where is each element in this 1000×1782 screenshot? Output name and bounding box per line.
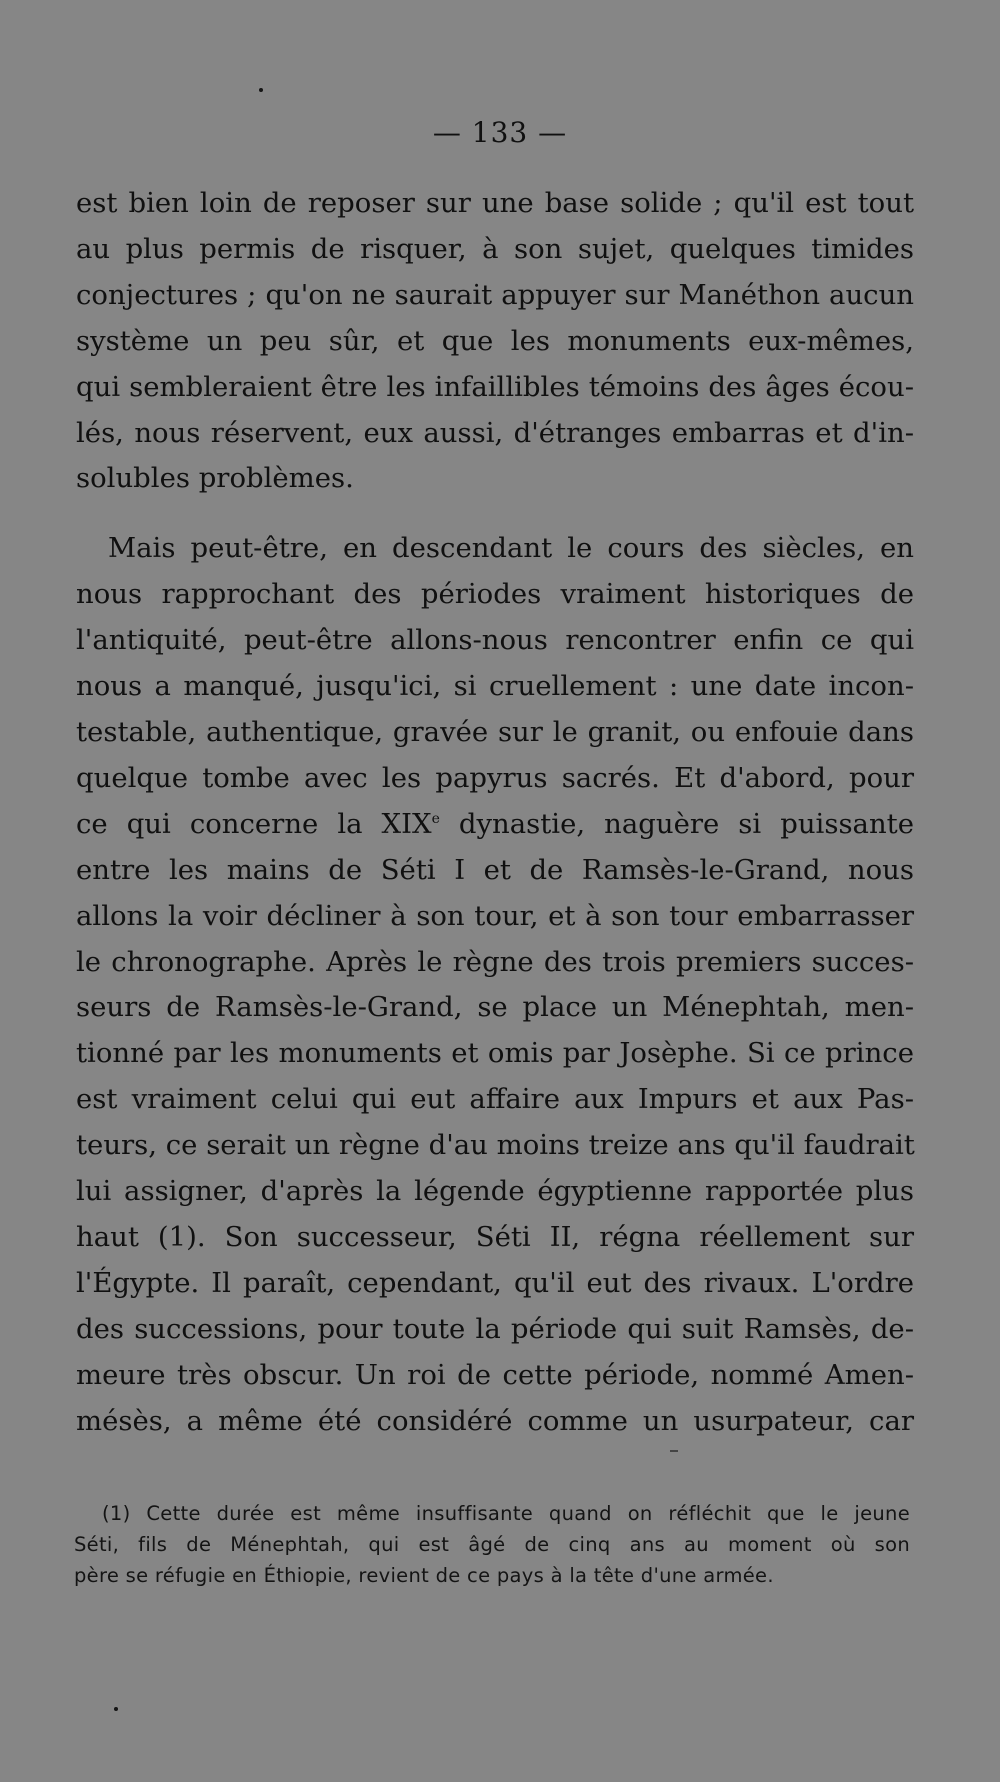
footnote-separator-mark bbox=[670, 1450, 678, 1452]
body-text bbox=[76, 181, 914, 1444]
text-line: solubles problèmes. bbox=[76, 462, 354, 495]
text-line: des successions, pour toute la période qui suit Ramsès, de- bbox=[76, 1312, 914, 1345]
text-line: nous rapprochant des périodes vraiment historiques de bbox=[76, 578, 914, 611]
text-line: qui sembleraient être les infaillibles témoins des âges écou- bbox=[76, 370, 914, 403]
superscript: e bbox=[431, 810, 440, 827]
text-line: conjectures ; qu'on ne saurait appuyer sur Manéthon aucun bbox=[76, 278, 914, 311]
text-line: l'Égypte. Il paraît, cependant, qu'il eut des rivaux. L'ordre bbox=[76, 1266, 914, 1299]
text-line: allons la voir décliner à son tour, et à son tour embarrasser bbox=[76, 899, 914, 932]
text-line: lés, nous réservent, eux aussi, d'étranges embarras et d'in- bbox=[76, 416, 914, 449]
text-line: teurs, ce serait un règne d'au moins treize ans qu'il faudrait bbox=[76, 1129, 915, 1162]
text-line: testable, authentique, gravée sur le granit, ou enfouie dans bbox=[76, 715, 914, 748]
footnote-line: (1) Cette durée est même insuffisante quand on réfléchit que le jeune bbox=[102, 1502, 910, 1525]
text-line: entre les mains de Séti I et de Ramsès-le-Grand, nous bbox=[76, 853, 914, 886]
text-line: au plus permis de risquer, à son sujet, quelques timides bbox=[76, 232, 914, 265]
page-number: — 133 — bbox=[432, 116, 568, 149]
text-line: lui assigner, d'après la légende égyptienne rapportée plus bbox=[76, 1175, 914, 1208]
text-line: Mais peut-être, en descendant le cours des siècles, en bbox=[108, 532, 914, 565]
ink-speck bbox=[114, 1707, 118, 1711]
text-line: est bien loin de reposer sur une base solide ; qu'il est tout bbox=[76, 187, 914, 219]
text-fragment: dynastie, naguère si puissante bbox=[439, 807, 914, 840]
text-line: haut (1). Son successeur, Séti II, régna réellement sur bbox=[76, 1220, 914, 1253]
text-line: seurs de Ramsès-le-Grand, se place un Ménephtah, men- bbox=[76, 991, 914, 1024]
footnote-line: Séti, fils de Ménephtah, qui est âgé de cinq ans au moment où son bbox=[74, 1533, 910, 1556]
footnote bbox=[74, 1498, 910, 1591]
text-line: système un peu sûr, et que les monuments eux-mêmes, bbox=[76, 324, 914, 357]
text-line: mésès, a même été considéré comme un usurpateur, car bbox=[76, 1404, 914, 1437]
text-line: tionné par les monuments et omis par Josèphe. Si ce prince bbox=[76, 1037, 914, 1070]
text-line bbox=[76, 802, 914, 848]
ink-speck bbox=[259, 88, 263, 92]
text-line: le chronographe. Après le règne des trois premiers succes- bbox=[76, 945, 914, 978]
text-line: l'antiquité, peut-être allons-nous rencontrer enfin ce qui bbox=[76, 624, 914, 657]
text-line: est vraiment celui qui eut affaire aux Impurs et aux Pas- bbox=[76, 1083, 914, 1116]
text-line: nous a manqué, jusqu'ici, si cruellement : une date incon- bbox=[76, 670, 914, 703]
text-line: quelque tombe avec les papyrus sacrés. Et d'abord, pour bbox=[76, 761, 914, 794]
paragraph-gap bbox=[76, 502, 914, 526]
text-line: meure très obscur. Un roi de cette période, nommé Amen- bbox=[76, 1358, 914, 1391]
text-fragment: ce qui concerne la XIX bbox=[76, 807, 432, 840]
footnote-line: père se réfugie en Éthiopie, revient de ce pays à la tête d'une armée. bbox=[74, 1564, 774, 1587]
